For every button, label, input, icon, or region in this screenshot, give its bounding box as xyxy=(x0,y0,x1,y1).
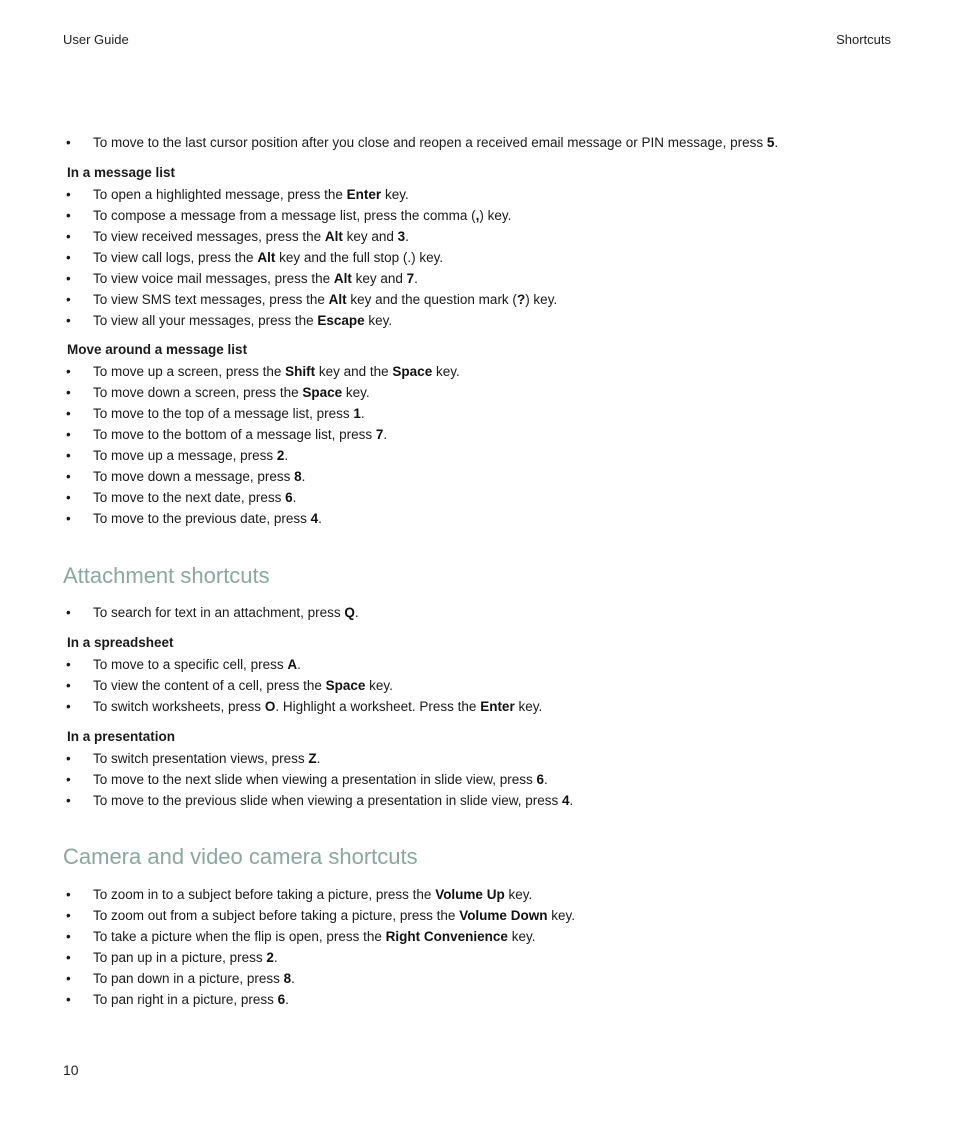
list-item xyxy=(0,508,954,529)
key-name: Enter xyxy=(346,187,382,202)
subheading-message-list: In a message list xyxy=(67,165,176,180)
text-run: To view the content of a cell, press the xyxy=(93,678,326,693)
subheading-presentation: In a presentation xyxy=(67,729,176,744)
bullet-icon: • xyxy=(66,929,71,944)
key-name: 1 xyxy=(353,406,361,421)
list-item-text xyxy=(93,184,409,205)
attachment-bullets xyxy=(0,602,954,623)
bullet-icon: • xyxy=(66,605,71,620)
list-item xyxy=(0,403,954,424)
list-item-text xyxy=(93,947,278,968)
list-item xyxy=(0,382,954,403)
text-run: To move to the previous date, press xyxy=(93,511,311,526)
list-item xyxy=(0,905,954,926)
text-run: To zoom out from a subject before taking a picture, press the xyxy=(93,908,460,923)
text-run: To view voice mail messages, press the xyxy=(93,271,334,286)
bullet-icon: • xyxy=(66,208,71,223)
list-item-text xyxy=(93,884,532,905)
text-run: . xyxy=(301,469,306,484)
text-run: key and xyxy=(351,271,407,286)
key-name: A xyxy=(287,657,298,672)
text-run: ) key. xyxy=(525,292,558,307)
text-run: key. xyxy=(342,385,370,400)
text-run: To move to the previous slide when viewing a presentation in slide view, press xyxy=(93,793,562,808)
list-item xyxy=(0,132,954,153)
text-run: To move to the top of a message list, press xyxy=(93,406,354,421)
text-run: . xyxy=(774,135,779,150)
key-name: Escape xyxy=(317,313,365,328)
key-name: 8 xyxy=(294,469,302,484)
presentation-bullets xyxy=(0,748,954,811)
list-item-text xyxy=(93,968,295,989)
list-item xyxy=(0,769,954,790)
text-run: . xyxy=(297,657,301,672)
text-run: . xyxy=(273,950,278,965)
text-run: To move to the next slide when viewing a presentation in slide view, press xyxy=(93,772,537,787)
list-item-text xyxy=(93,466,305,487)
text-run: . xyxy=(414,271,418,286)
key-name: , xyxy=(475,208,480,223)
text-run: To move to the next date, press xyxy=(93,490,286,505)
list-item-text xyxy=(93,424,387,445)
text-run: key. xyxy=(365,678,393,693)
section-title-camera: Camera and video camera shortcuts xyxy=(63,844,418,869)
text-run: key. xyxy=(364,313,393,328)
list-item-text xyxy=(93,289,557,310)
text-run: To move down a message, press xyxy=(93,469,295,484)
text-run: . xyxy=(544,772,548,787)
bullet-icon: • xyxy=(66,406,71,421)
text-run: key and xyxy=(342,229,398,244)
key-name: Space xyxy=(392,364,433,379)
list-item xyxy=(0,696,954,717)
key-name: Z xyxy=(308,751,317,766)
text-run: To pan down in a picture, press xyxy=(93,971,284,986)
list-item-text xyxy=(93,226,409,247)
list-item xyxy=(0,947,954,968)
text-run: . xyxy=(292,490,297,505)
list-item-text xyxy=(93,769,548,790)
list-item-text xyxy=(93,675,393,696)
key-name: 7 xyxy=(375,427,384,442)
text-run: . xyxy=(569,793,574,808)
list-item-text xyxy=(93,268,418,289)
text-run: . xyxy=(405,229,409,244)
list-item xyxy=(0,989,954,1010)
text-run: To compose a message from a message list, press the comma ( xyxy=(93,208,476,223)
list-item xyxy=(0,289,954,310)
key-name: 8 xyxy=(283,971,292,986)
list-item-text xyxy=(93,790,573,811)
text-run: key. xyxy=(514,699,543,714)
list-item-text xyxy=(93,247,443,268)
key-name: Enter xyxy=(480,699,515,714)
text-run: To view received messages, press the xyxy=(93,229,325,244)
text-run: . xyxy=(383,427,388,442)
text-run: To take a picture when the flip is open, press the xyxy=(93,929,386,944)
text-run: . Highlight a worksheet. Press the xyxy=(275,699,481,714)
text-run: To view call logs, press the xyxy=(93,250,258,265)
key-name: O xyxy=(264,699,276,714)
text-run: To move up a screen, press the xyxy=(93,364,286,379)
list-item-text xyxy=(93,926,535,947)
key-name: 6 xyxy=(536,772,545,787)
key-name: Alt xyxy=(333,271,352,286)
bullet-icon: • xyxy=(66,887,71,902)
text-run: To move to the last cursor position after you close and reopen a received email message or PIN message, press xyxy=(93,135,767,150)
list-item-text xyxy=(93,487,296,508)
text-run: To move down a screen, press the xyxy=(93,385,303,400)
text-run: key. xyxy=(507,929,536,944)
bullet-icon: • xyxy=(66,511,71,526)
text-run: key and the question mark ( xyxy=(346,292,517,307)
camera-bullets xyxy=(0,884,954,1010)
text-run: key and the xyxy=(315,364,393,379)
list-item xyxy=(0,602,954,623)
text-run: To move to the bottom of a message list, press xyxy=(93,427,376,442)
bullet-icon: • xyxy=(66,950,71,965)
bullet-icon: • xyxy=(66,187,71,202)
list-item xyxy=(0,654,954,675)
bullet-icon: • xyxy=(66,364,71,379)
list-item xyxy=(0,466,954,487)
move-list-bullets xyxy=(0,361,954,529)
bullet-icon: • xyxy=(66,427,71,442)
bullet-icon: • xyxy=(66,229,71,244)
bullet-icon: • xyxy=(66,313,71,328)
bullet-icon: • xyxy=(66,469,71,484)
list-item xyxy=(0,184,954,205)
list-item-text xyxy=(93,748,320,769)
list-item xyxy=(0,361,954,382)
bullet-icon: • xyxy=(66,699,71,714)
running-header-right: Shortcuts xyxy=(836,32,891,47)
text-run: To pan up in a picture, press xyxy=(93,950,267,965)
list-item-text xyxy=(93,310,392,331)
list-item-text xyxy=(93,696,542,717)
list-item-text xyxy=(93,361,460,382)
key-name: Alt xyxy=(257,250,276,265)
spreadsheet-bullets xyxy=(0,654,954,717)
key-name: 6 xyxy=(285,490,293,505)
key-name: Alt xyxy=(328,292,347,307)
text-run: . xyxy=(316,751,321,766)
key-name: 4 xyxy=(562,793,570,808)
text-run: To view all your messages, press the xyxy=(93,313,318,328)
text-run: To move up a message, press xyxy=(93,448,277,463)
page-number: 10 xyxy=(63,1062,79,1078)
key-name: 5 xyxy=(766,135,775,150)
list-item-text xyxy=(93,403,365,424)
bullet-icon: • xyxy=(66,793,71,808)
key-name: Space xyxy=(302,385,343,400)
list-item xyxy=(0,310,954,331)
text-run: key. xyxy=(547,908,575,923)
key-name: Shift xyxy=(285,364,316,379)
bullet-icon: • xyxy=(66,490,71,505)
key-name: Volume Down xyxy=(459,908,548,923)
list-item xyxy=(0,968,954,989)
list-item-text xyxy=(93,382,370,403)
bullet-icon: • xyxy=(66,678,71,693)
message-list-bullets xyxy=(0,184,954,331)
list-item xyxy=(0,445,954,466)
bullet-icon: • xyxy=(66,908,71,923)
subheading-move-around: Move around a message list xyxy=(67,342,248,357)
bullet-icon: • xyxy=(66,292,71,307)
key-name: Volume Up xyxy=(435,887,505,902)
text-run: To pan right in a picture, press xyxy=(93,992,278,1007)
key-name: Q xyxy=(344,605,355,620)
list-item-text xyxy=(93,905,575,926)
bullet-icon: • xyxy=(66,971,71,986)
list-item xyxy=(0,205,954,226)
key-name: Space xyxy=(325,678,366,693)
text-run: To switch worksheets, press xyxy=(93,699,265,714)
text-run: To view SMS text messages, press the xyxy=(93,292,329,307)
key-name: Alt xyxy=(324,229,343,244)
text-run: . xyxy=(284,448,289,463)
running-header-left: User Guide xyxy=(63,32,129,47)
text-run: key. xyxy=(432,364,460,379)
text-run: To open a highlighted message, press the xyxy=(93,187,347,202)
list-item-text xyxy=(93,508,322,529)
key-name: Right Convenience xyxy=(385,929,508,944)
key-name: 7 xyxy=(406,271,415,286)
text-run: To switch presentation views, press xyxy=(93,751,309,766)
text-run: To zoom in to a subject before taking a picture, press the xyxy=(93,887,436,902)
bullet-icon: • xyxy=(66,135,71,150)
list-item xyxy=(0,247,954,268)
text-run: To move to a specific cell, press xyxy=(93,657,288,672)
list-item xyxy=(0,675,954,696)
bullet-icon: • xyxy=(66,250,71,265)
text-run: . xyxy=(354,605,359,620)
list-item xyxy=(0,926,954,947)
text-run: . xyxy=(291,971,295,986)
section-title-attachment: Attachment shortcuts xyxy=(63,563,270,588)
key-name: ? xyxy=(516,292,526,307)
list-item xyxy=(0,487,954,508)
bullet-icon: • xyxy=(66,271,71,286)
list-item-text xyxy=(93,445,288,466)
list-item xyxy=(0,884,954,905)
list-item-text xyxy=(93,654,301,675)
list-item xyxy=(0,226,954,247)
bullet-icon: • xyxy=(66,448,71,463)
text-run: key. xyxy=(504,887,533,902)
list-item xyxy=(0,748,954,769)
list-item-text xyxy=(93,132,778,153)
list-item-text xyxy=(93,989,289,1010)
list-item xyxy=(0,424,954,445)
list-item-text xyxy=(93,602,359,623)
key-name: 6 xyxy=(277,992,286,1007)
list-item xyxy=(0,268,954,289)
key-name: 2 xyxy=(276,448,285,463)
bullet-icon: • xyxy=(66,385,71,400)
text-run: To search for text in an attachment, press xyxy=(93,605,345,620)
list-item-text xyxy=(93,205,511,226)
bullet-icon: • xyxy=(66,992,71,1007)
bullet-icon: • xyxy=(66,751,71,766)
key-name: 3 xyxy=(397,229,406,244)
key-name: 4 xyxy=(310,511,319,526)
bullet-icon: • xyxy=(66,772,71,787)
text-run: . xyxy=(318,511,322,526)
text-run: key and the full stop (.) key. xyxy=(275,250,444,265)
text-run: key. xyxy=(381,187,409,202)
top-bullet-list xyxy=(0,132,954,153)
bullet-icon: • xyxy=(66,657,71,672)
list-item xyxy=(0,790,954,811)
text-run: . xyxy=(360,406,365,421)
text-run: ) key. xyxy=(479,208,512,223)
subheading-spreadsheet: In a spreadsheet xyxy=(67,635,174,650)
key-name: 2 xyxy=(266,950,274,965)
text-run: . xyxy=(285,992,289,1007)
